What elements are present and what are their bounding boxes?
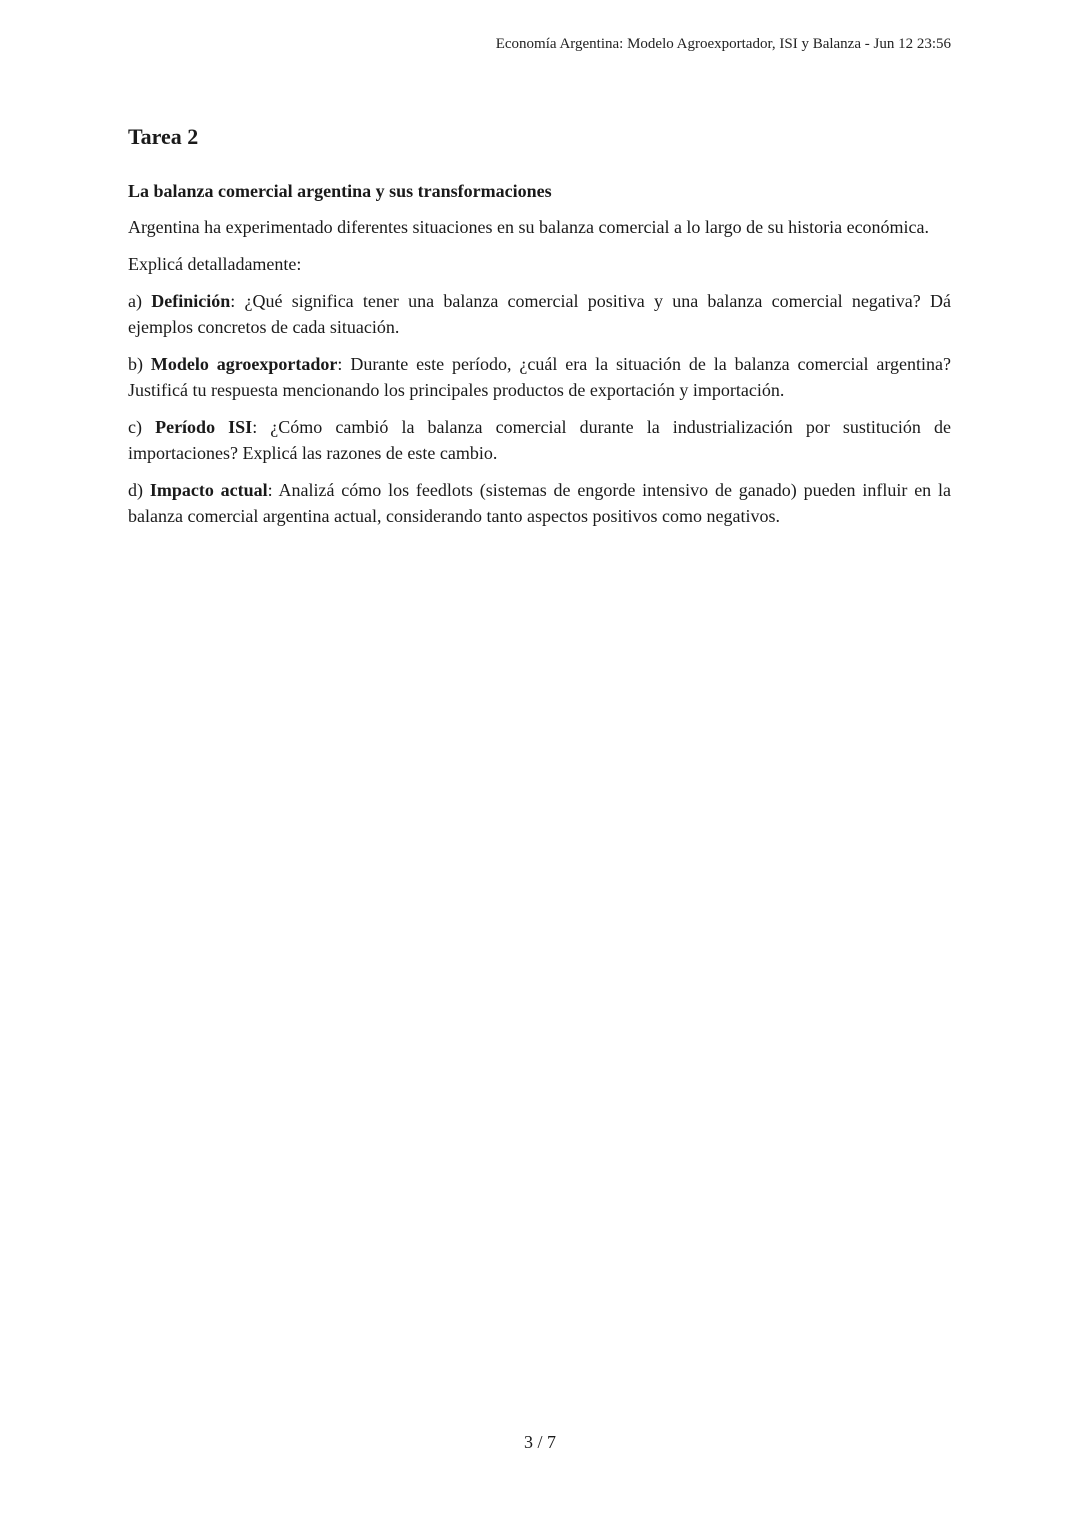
- intro-paragraph: Argentina ha experimentado diferentes situaciones en su balanza comercial a lo largo de su historia económica.: [128, 217, 930, 237]
- item-term: Período ISI: [155, 417, 253, 437]
- item-prefix: a): [128, 291, 152, 311]
- page-number: 3 / 7: [523, 1432, 556, 1452]
- instruction-paragraph: Explicá detalladamente:: [128, 254, 302, 274]
- item-term: Definición: [151, 291, 231, 311]
- item-text: : ¿Qué significa tener una balanza comercial positiva y una balanza comercial negativa? Dá ejemplos concretos de cada situación.: [128, 291, 952, 337]
- item-prefix: d): [128, 480, 150, 500]
- item-text: : Analizá cómo los feedlots (sistemas de engorde intensivo de ganado) pueden influir en la balanza comercial argentina actual, considerando tanto aspectos positivos como negativos.: [128, 480, 951, 526]
- running-header: Economía Argentina: Modelo Agroexportador, ISI y Balanza - Jun 12 23:56: [495, 36, 951, 52]
- question-item-a: [128, 288, 951, 340]
- section-subtitle: La balanza comercial argentina y sus transformaciones: [128, 181, 552, 201]
- item-text: : Durante este período, ¿cuál era la situación de la balanza comercial argentina? Justificá tu respuesta mencionando los principales productos de exportación y importación.: [128, 354, 951, 400]
- question-item-d: [128, 477, 951, 529]
- question-item-c: [128, 414, 951, 466]
- item-term: Impacto actual: [149, 480, 268, 500]
- item-prefix: b): [128, 354, 151, 374]
- question-item-b: [128, 351, 951, 403]
- item-prefix: c): [128, 417, 156, 437]
- section-title: Tarea 2: [128, 124, 199, 149]
- document-body: [128, 120, 951, 540]
- item-text: : ¿Cómo cambió la balanza comercial durante la industrialización por sustitución de importaciones? Explicá las razones de este cambio.: [128, 417, 951, 463]
- item-term: Modelo agroexportador: [150, 354, 338, 374]
